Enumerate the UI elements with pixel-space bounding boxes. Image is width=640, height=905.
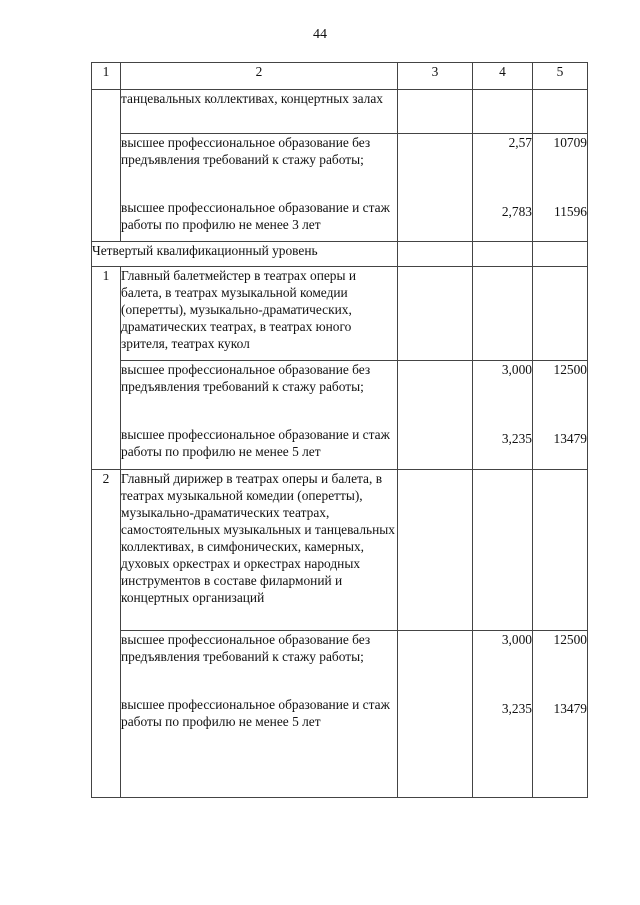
position-title: Главный дирижер в театрах оперы и балета, в театрах музыкальной комедии (оперетты), музыкально-драматических театрах, самостоятельных музыкальных и танцевальных коллективах, в симфонических, камерных, духовых оркестрах и оркестрах народных инструментов в составе филармоний и концертных организаций (121, 470, 398, 631)
level-title: Четвертый квалификационный уровень (92, 242, 398, 267)
empty-cell (398, 631, 473, 798)
header-cell-1: 1 (92, 63, 121, 90)
position-number: 2 (92, 470, 121, 798)
salary-value: 13479 (553, 701, 587, 716)
empty-cell (398, 470, 473, 631)
position-number: 1 (92, 267, 121, 470)
index-cell (92, 90, 121, 242)
page-number: 44 (313, 27, 327, 42)
empty-cell (398, 242, 473, 267)
header-cell-5: 5 (533, 63, 588, 90)
level-row (92, 242, 588, 267)
salary-cell (533, 134, 588, 242)
requirements-cell (121, 631, 398, 798)
table-row (92, 631, 588, 798)
requirement-text: высшее профессиональное образование без предъявления требований к стажу работы; (121, 632, 371, 664)
empty-cell (533, 242, 588, 267)
salary-value: 10709 (553, 135, 587, 150)
salary-value: 12500 (553, 632, 587, 647)
empty-cell (533, 470, 588, 631)
requirement-text: высшее профессиональное образование без предъявления требований к стажу работы; (121, 362, 371, 394)
empty-cell (473, 90, 533, 134)
empty-cell (398, 90, 473, 134)
header-cell-4: 4 (473, 63, 533, 90)
empty-cell (533, 267, 588, 361)
empty-cell (398, 267, 473, 361)
header-cell-2: 2 (121, 63, 398, 90)
qualification-table (91, 62, 588, 798)
coefficient-value: 3,235 (501, 431, 532, 446)
continuation-text: танцевальных коллективах, концертных залах (121, 90, 398, 134)
table-header-row (92, 63, 588, 90)
salary-value: 12500 (553, 362, 587, 377)
empty-cell (533, 90, 588, 134)
coefficient-value: 2,57 (508, 135, 532, 150)
requirement-text: высшее профессиональное образование и стаж работы по профилю не менее 3 лет (121, 200, 390, 232)
requirement-text: высшее профессиональное образование без предъявления требований к стажу работы; (121, 135, 371, 167)
salary-value: 11596 (554, 204, 587, 219)
header-cell-3: 3 (398, 63, 473, 90)
salary-cell (533, 361, 588, 470)
empty-cell (473, 242, 533, 267)
table-row (92, 267, 588, 361)
coefficient-value: 3,000 (501, 362, 532, 377)
empty-cell (398, 361, 473, 470)
salary-value: 13479 (553, 431, 587, 446)
position-title: Главный балетмейстер в театрах оперы и балета, в театрах музыкальной комедии (оперетты), музыкально-драматических, драматических театрах, в театрах юного зрителя, театрах кукол (121, 267, 398, 361)
table-row (92, 470, 588, 631)
table-row (92, 134, 588, 242)
empty-cell (473, 267, 533, 361)
salary-cell (533, 631, 588, 798)
empty-cell (398, 134, 473, 242)
requirements-cell (121, 134, 398, 242)
requirement-text: высшее профессиональное образование и стаж работы по профилю не менее 5 лет (121, 427, 390, 459)
coefficient-cell (473, 631, 533, 798)
empty-cell (473, 470, 533, 631)
coefficient-cell (473, 134, 533, 242)
coefficient-value: 2,783 (501, 204, 532, 219)
requirements-cell (121, 361, 398, 470)
coefficient-cell (473, 361, 533, 470)
table-row (92, 90, 588, 134)
requirement-text: высшее профессиональное образование и стаж работы по профилю не менее 5 лет (121, 697, 390, 729)
coefficient-value: 3,235 (501, 701, 532, 716)
coefficient-value: 3,000 (501, 632, 532, 647)
table-row (92, 361, 588, 470)
